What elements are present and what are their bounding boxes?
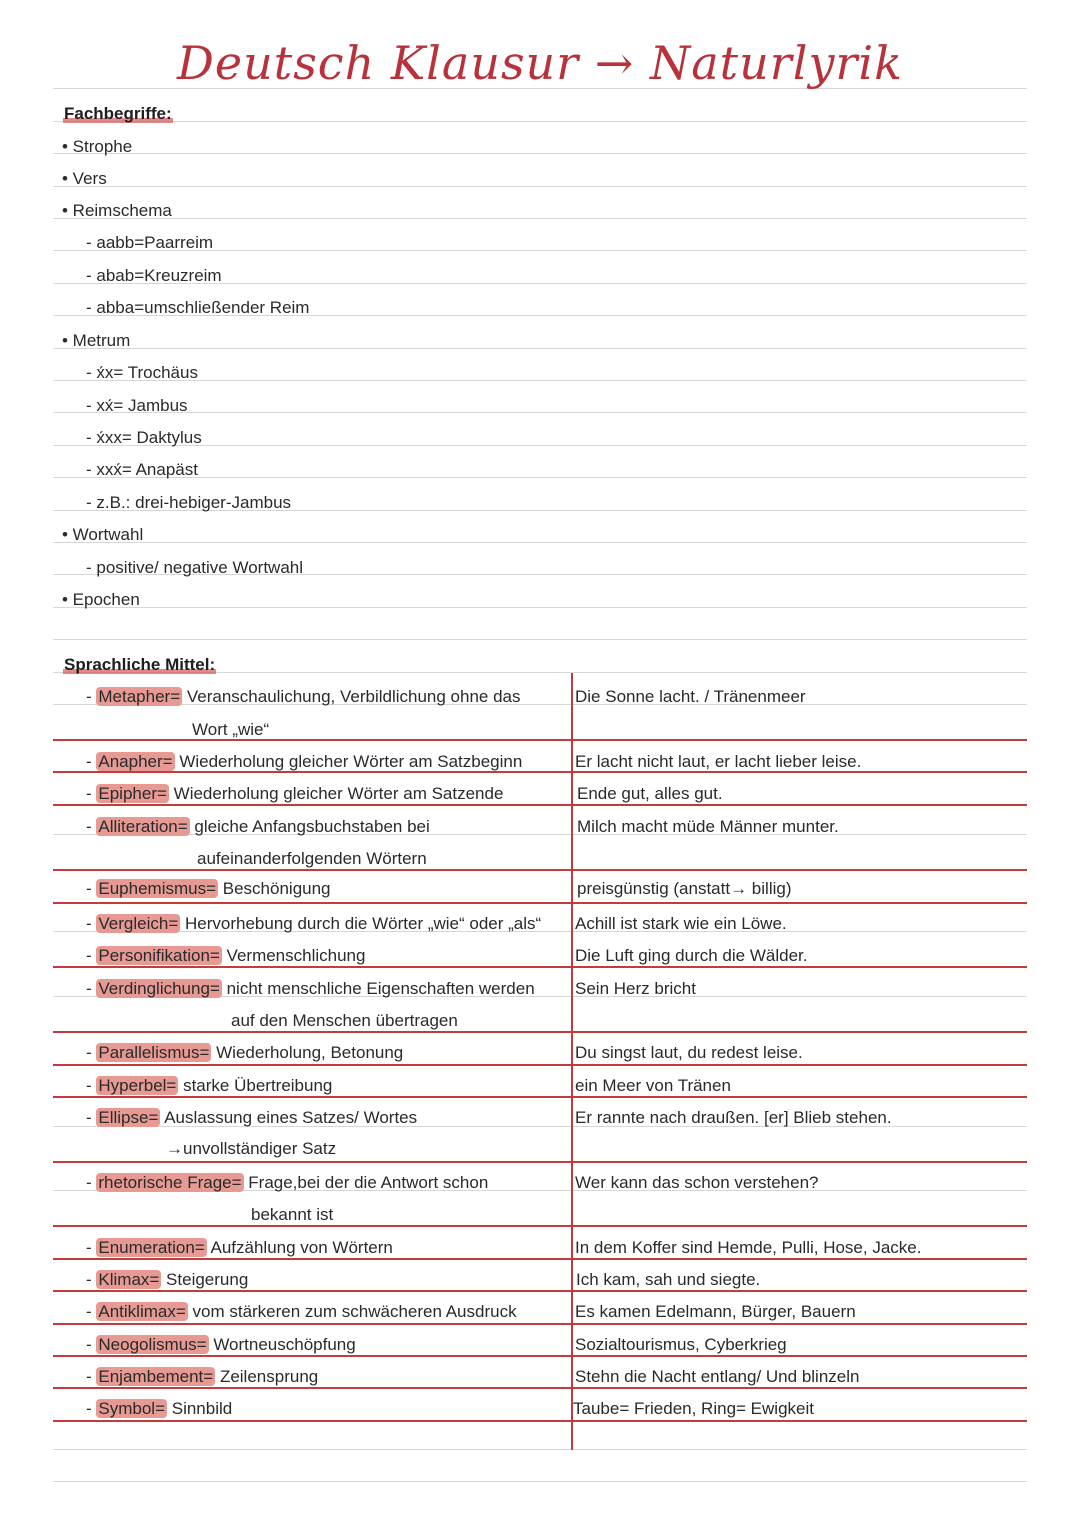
term-row: - Antiklimax= vom stärkeren zum schwächeren Ausdruck	[86, 1302, 517, 1321]
term-highlight: Antiklimax=	[98, 1302, 186, 1321]
term-example: Die Luft ging durch die Wälder.	[575, 946, 808, 965]
term-highlight: Ellipse=	[98, 1108, 159, 1127]
term-definition-continued: Wort „wie“	[192, 720, 270, 739]
term-row: - Ellipse= Auslassung eines Satzes/ Wortes	[86, 1108, 418, 1127]
ruled-line	[53, 1449, 1027, 1450]
row-separator	[53, 1161, 1027, 1163]
term-definition: vom stärkeren zum schwächeren Ausdruck	[187, 1302, 517, 1321]
term-row: - Personifikation= Vermenschlichung	[86, 946, 366, 965]
list-subitem: - positive/ negative Wortwahl	[86, 558, 304, 577]
row-separator	[53, 1225, 1027, 1227]
term-example: Stehn die Nacht entlang/ Und blinzeln	[575, 1367, 860, 1386]
term-definition: Wiederholung gleicher Wörter am Satzende	[168, 784, 504, 803]
list-item: • Epochen	[62, 590, 140, 609]
term-definition: Auslassung eines Satzes/ Wortes	[160, 1108, 418, 1127]
section-heading-sprachliche-mittel	[63, 655, 216, 675]
row-separator	[53, 1290, 1027, 1292]
list-subitem: - z.B.: drei-hebiger-Jambus	[86, 493, 292, 512]
term-example: Ich kam, sah und siegte.	[576, 1270, 761, 1289]
list-item: • Metrum	[62, 331, 131, 350]
term-highlight: Epipher=	[98, 784, 167, 803]
row-separator	[53, 1387, 1027, 1389]
term-definition: Vermenschlichung	[221, 946, 366, 965]
term-row: - Verdinglichung= nicht menschliche Eigenschaften werden	[86, 979, 535, 998]
term-row: - Neogolismus= Wortneuschöpfung	[86, 1335, 356, 1354]
ruled-line	[53, 348, 1027, 349]
ruled-line	[53, 1481, 1027, 1482]
list-item: • Vers	[62, 169, 107, 188]
list-subitem: - xxx́= Anapäst	[86, 460, 198, 479]
term-row: - Enjambement= Zeilensprung	[86, 1367, 319, 1386]
term-definition: Steigerung	[161, 1270, 249, 1289]
row-separator	[53, 966, 1027, 968]
term-highlight: Personifikation=	[98, 946, 220, 965]
term-definition-continued: aufeinanderfolgenden Wörtern	[197, 849, 427, 868]
term-definition: starke Übertreibung	[178, 1076, 333, 1095]
term-example: Du singst laut, du redest leise.	[575, 1043, 803, 1062]
ruled-line	[53, 153, 1027, 154]
term-definition: Wortneuschöpfung	[208, 1335, 356, 1354]
term-highlight: Enumeration=	[98, 1238, 205, 1257]
term-definition: nicht menschliche Eigenschaften werden	[221, 979, 535, 998]
term-example: Er lacht nicht laut, er lacht lieber leise.	[575, 752, 862, 771]
list-subitem: - aabb=Paarreim	[86, 233, 214, 252]
term-example: Milch macht müde Männer munter.	[577, 817, 839, 836]
term-example: In dem Koffer sind Hemde, Pulli, Hose, Jacke.	[575, 1238, 922, 1257]
row-separator	[53, 1355, 1027, 1357]
list-subitem: - x́x= Trochäus	[86, 363, 198, 382]
ruled-line	[53, 121, 1027, 122]
term-example: Taube= Frieden, Ring= Ewigkeit	[573, 1399, 814, 1418]
term-example: Achill ist stark wie ein Löwe.	[575, 914, 787, 933]
term-definition: Wiederholung, Betonung	[211, 1043, 404, 1062]
term-definition-continued: bekannt ist	[251, 1205, 334, 1224]
ruled-line	[53, 186, 1027, 187]
term-definition: Wiederholung gleicher Wörter am Satzbeginn	[174, 752, 523, 771]
row-separator	[53, 869, 1027, 871]
term-example: Sozialtourismus, Cyberkrieg	[575, 1335, 787, 1354]
list-subitem: - xx́= Jambus	[86, 396, 188, 415]
term-row: - Vergleich= Hervorhebung durch die Wörter „wie“ oder „als“	[86, 914, 542, 933]
term-row: - Alliteration= gleiche Anfangsbuchstaben bei	[86, 817, 430, 836]
term-example: preisgünstig (anstatt→ billig)	[577, 879, 792, 898]
ruled-line	[53, 477, 1027, 478]
term-row: - rhetorische Frage= Frage,bei der die Antwort schon	[86, 1173, 489, 1192]
term-highlight: Klimax=	[98, 1270, 160, 1289]
term-definition: Frage,bei der die Antwort schon	[243, 1173, 489, 1192]
term-definition-continued: auf den Menschen übertragen	[231, 1011, 458, 1030]
section-heading-text: Fachbegriffe:	[64, 104, 172, 123]
term-highlight: Vergleich=	[98, 914, 179, 933]
row-separator	[53, 1031, 1027, 1033]
term-definition: Veranschaulichung, Verbildlichung ohne das	[182, 687, 521, 706]
row-separator	[53, 1096, 1027, 1098]
row-separator	[53, 1258, 1027, 1260]
term-definition: Beschönigung	[218, 879, 331, 898]
row-separator	[53, 1420, 1027, 1422]
list-subitem: - abba=umschließender Reim	[86, 298, 310, 317]
list-subitem: - x́xx= Daktylus	[86, 428, 202, 447]
term-highlight: Euphemismus=	[98, 879, 217, 898]
ruled-line	[53, 412, 1027, 413]
term-highlight: Hyperbel=	[98, 1076, 177, 1095]
term-row: - Anapher= Wiederholung gleicher Wörter am Satzbeginn	[86, 752, 523, 771]
term-definition: Hervorhebung durch die Wörter „wie“ oder „als“	[180, 914, 542, 933]
section-heading-text: Sprachliche Mittel:	[64, 655, 216, 674]
list-subitem: - abab=Kreuzreim	[86, 266, 222, 285]
term-definition: Zeilensprung	[215, 1367, 319, 1386]
term-highlight: Anapher=	[98, 752, 173, 771]
ruled-line	[53, 380, 1027, 381]
list-item: • Wortwahl	[62, 525, 144, 544]
page-title: Deutsch Klausur → Naturlyrik	[176, 36, 904, 90]
term-row: - Epipher= Wiederholung gleicher Wörter am Satzende	[86, 784, 504, 803]
term-highlight: Symbol=	[98, 1399, 166, 1418]
term-row: - Enumeration= Aufzählung von Wörtern	[86, 1238, 393, 1257]
term-row: - Parallelismus= Wiederholung, Betonung	[86, 1043, 404, 1062]
term-highlight: Metapher=	[98, 687, 181, 706]
column-divider	[571, 673, 573, 1450]
term-highlight: Parallelismus=	[98, 1043, 210, 1062]
term-definition-continued: →unvollständiger Satz	[166, 1139, 337, 1158]
list-item: • Reimschema	[62, 201, 172, 220]
term-definition: Sinnbild	[167, 1399, 233, 1418]
term-highlight: Alliteration=	[98, 817, 188, 836]
term-row: - Klimax= Steigerung	[86, 1270, 249, 1289]
term-row: - Metapher= Veranschaulichung, Verbildlichung ohne das	[86, 687, 521, 706]
term-example: Es kamen Edelmann, Bürger, Bauern	[575, 1302, 856, 1321]
term-row: - Hyperbel= starke Übertreibung	[86, 1076, 333, 1095]
term-definition: gleiche Anfangsbuchstaben bei	[189, 817, 430, 836]
row-separator	[53, 804, 1027, 806]
row-separator	[53, 1323, 1027, 1325]
term-highlight: Neogolismus=	[98, 1335, 207, 1354]
term-highlight: Enjambement=	[98, 1367, 214, 1386]
term-example: Wer kann das schon verstehen?	[575, 1173, 819, 1192]
section-heading-fachbegriffe	[63, 104, 173, 124]
term-row: - Euphemismus= Beschönigung	[86, 879, 331, 898]
term-example: Ende gut, alles gut.	[577, 784, 723, 803]
ruled-line	[53, 607, 1027, 608]
term-example: Sein Herz bricht	[575, 979, 696, 998]
term-example: Die Sonne lacht. / Tränenmeer	[575, 687, 806, 706]
ruled-line	[53, 542, 1027, 543]
term-highlight: rhetorische Frage=	[98, 1173, 242, 1192]
term-highlight: Verdinglichung=	[98, 979, 220, 998]
term-row: - Symbol= Sinnbild	[86, 1399, 233, 1418]
row-separator	[53, 902, 1027, 904]
ruled-line	[53, 218, 1027, 219]
term-example: Er rannte nach draußen. [er] Blieb stehen.	[575, 1108, 892, 1127]
term-example: ein Meer von Tränen	[575, 1076, 731, 1095]
term-definition: Aufzählung von Wörtern	[206, 1238, 393, 1257]
ruled-line	[53, 639, 1027, 640]
row-separator	[53, 1064, 1027, 1066]
list-item: • Strophe	[62, 137, 133, 156]
